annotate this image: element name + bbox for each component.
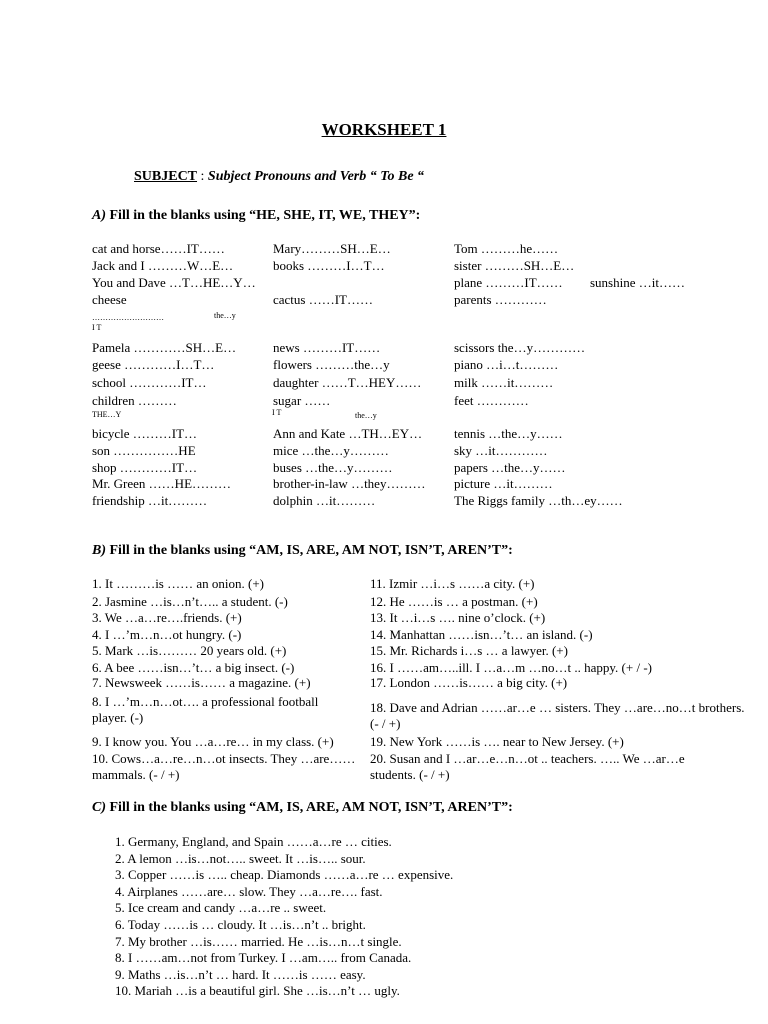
- section-b-heading-text: Fill in the blanks using “AM, IS, ARE, AM NOT, ISN’T, AREN’T”:: [109, 543, 513, 558]
- section-c-heading-text: Fill in the blanks using “AM, IS, ARE, AM NOT, ISN’T, AREN’T”:: [109, 800, 513, 815]
- list-item: son ……………HE: [92, 443, 196, 458]
- list-item: buses …the…y………: [273, 460, 393, 475]
- subject-label: SUBJECT: [134, 169, 198, 184]
- list-item: school …………IT…: [92, 375, 207, 390]
- list-item: scissors the…y…………: [454, 340, 586, 355]
- list-item: Jack and I ………W…E…: [92, 258, 234, 273]
- list-item: sister ………SH…E…: [454, 258, 575, 273]
- list-item: 9. Maths …is…n’t … hard. It ……is …… easy.: [115, 966, 366, 982]
- list-item: 10. Mariah …is a beautiful girl. She …is…n’t … ugly.: [115, 983, 400, 999]
- section-c-list: [115, 834, 453, 1000]
- list-item: 9. I know you. You …a…re… in my class. (+): [92, 734, 334, 749]
- list-item: cheese: [92, 292, 127, 307]
- list-item: children ………: [92, 393, 177, 408]
- list-item: cat and horse……IT……: [92, 241, 225, 256]
- list-item: 17. London ……is…… a big city. (+): [370, 675, 568, 690]
- list-item: 3. Copper ……is ….. cheap. Diamonds ……a…re … expensive.: [115, 867, 454, 883]
- list-item: 4. I …’m…n…ot hungry. (-): [92, 627, 242, 642]
- list-item: 2. Jasmine …is…n’t….. a student. (-): [92, 594, 288, 609]
- stray-note: THE…Y: [92, 410, 122, 419]
- list-item: 13. It …i…s …. nine o’clock. (+): [370, 610, 546, 625]
- list-item: geese …………I…T…: [92, 357, 215, 372]
- stray-dots: ………………………: [92, 313, 164, 322]
- list-item: picture …it………: [454, 476, 553, 491]
- list-item: The Riggs family …th…ey……: [454, 493, 623, 508]
- list-item: brother-in-law …they………: [273, 476, 426, 491]
- stray-note: I T: [92, 323, 102, 332]
- list-item: 15. Mr. Richards i…s … a lawyer. (+): [370, 643, 568, 658]
- list-item: piano …i…t………: [454, 357, 559, 372]
- list-item: You and Dave …T…HE…Y…: [92, 275, 256, 290]
- list-item: Tom ………he……: [454, 241, 559, 256]
- list-item: 7. Newsweek ……is…… a magazine. (+): [92, 675, 311, 690]
- list-item: cactus ……IT……: [273, 292, 374, 307]
- list-item: Mary………SH…E…: [273, 241, 391, 256]
- list-item: 19. New York ……is …. near to New Jersey. (+): [370, 734, 624, 749]
- stray-note: the…y: [355, 411, 377, 420]
- subject-value: Subject Pronouns and Verb “ To Be “: [207, 169, 425, 184]
- list-item: sky …it…………: [454, 443, 548, 458]
- list-item: 6. Today ……is … cloudy. It …is…n’t .. bright.: [115, 916, 366, 932]
- list-item: 3. We …a…re….friends. (+): [92, 610, 242, 625]
- list-item: 20. Susan and I …ar…e…n…ot .. teachers. ….. We …ar…e students. (- / +): [370, 751, 685, 782]
- list-item: 18. Dave and Adrian ……ar…e … sisters. They …are…no…t brothers. (- / +): [370, 700, 745, 731]
- list-item: sunshine …it……: [590, 275, 685, 290]
- list-item: 16. I ……am…..ill. I …a…m …no…t .. happy. (+ / -): [370, 660, 652, 675]
- list-item: parents …………: [454, 292, 547, 307]
- section-c-heading: [92, 800, 513, 816]
- list-item: 5. Mark …is……… 20 years old. (+): [92, 643, 287, 658]
- list-item: 8. I ……am…not from Turkey. I …am….. from Canada.: [115, 950, 412, 966]
- list-item: 1. It ………is …… an onion. (+): [92, 576, 264, 591]
- list-item: 2. A lemon …is…not….. sweet. It …is….. sour.: [115, 850, 366, 866]
- list-item: 4. Airplanes ……are… slow. They …a…re…. fast.: [115, 883, 383, 899]
- list-item: bicycle ………IT…: [92, 426, 198, 441]
- list-item: feet …………: [454, 393, 529, 408]
- list-item: dolphin …it………: [273, 493, 376, 508]
- list-item: milk ……it………: [454, 375, 554, 390]
- worksheet-title: WORKSHEET 1: [321, 120, 447, 139]
- list-item: shop …………IT…: [92, 460, 198, 475]
- list-item: papers …the…y……: [454, 460, 566, 475]
- list-item: flowers ………the…y: [273, 357, 390, 372]
- stray-note: I T: [272, 408, 282, 417]
- section-a-heading: [92, 208, 420, 224]
- section-b-letter: B): [92, 543, 106, 558]
- section-b-heading: [92, 543, 513, 559]
- stray-note: the…y: [214, 311, 236, 320]
- section-c-letter: C): [92, 800, 106, 815]
- list-item: plane ………IT……: [454, 275, 563, 290]
- list-item: sugar ……: [273, 393, 331, 408]
- list-item: daughter ……T…HEY……: [273, 375, 422, 390]
- list-item: Pamela …………SH…E…: [92, 340, 237, 355]
- subject-sep: :: [197, 169, 208, 184]
- list-item: 10. Cows…a…re…n…ot insects. They …are…… mammals. (- / +): [92, 751, 356, 782]
- list-item: 5. Ice cream and candy …a…re .. sweet.: [115, 900, 327, 916]
- subject-line: [134, 169, 424, 185]
- list-item: Ann and Kate …TH…EY…: [273, 426, 423, 441]
- section-a-letter: A): [92, 208, 106, 223]
- list-item: tennis …the…y……: [454, 426, 563, 441]
- list-item: books ………I…T…: [273, 258, 385, 273]
- section-a-heading-text: Fill in the blanks using “HE, SHE, IT, WE, THEY”:: [109, 208, 421, 223]
- list-item: 8. I …’m…n…ot…. a professional football player. (-): [92, 694, 319, 725]
- list-item: 6. A bee ……isn…’t… a big insect. (-): [92, 660, 295, 675]
- list-item: mice …the…y………: [273, 443, 389, 458]
- list-item: 1. Germany, England, and Spain ……a…re … cities.: [115, 834, 392, 849]
- list-item: 7. My brother …is…… married. He …is…n…t single.: [115, 933, 402, 949]
- list-item: 11. Izmir …i…s ……a city. (+): [370, 576, 535, 591]
- list-item: news ………IT……: [273, 340, 381, 355]
- list-item: 14. Manhattan ……isn…’t… an island. (-): [370, 627, 593, 642]
- list-item: friendship …it………: [92, 493, 208, 508]
- list-item: 12. He ……is … a postman. (+): [370, 594, 538, 609]
- list-item: Mr. Green ……HE………: [92, 476, 232, 491]
